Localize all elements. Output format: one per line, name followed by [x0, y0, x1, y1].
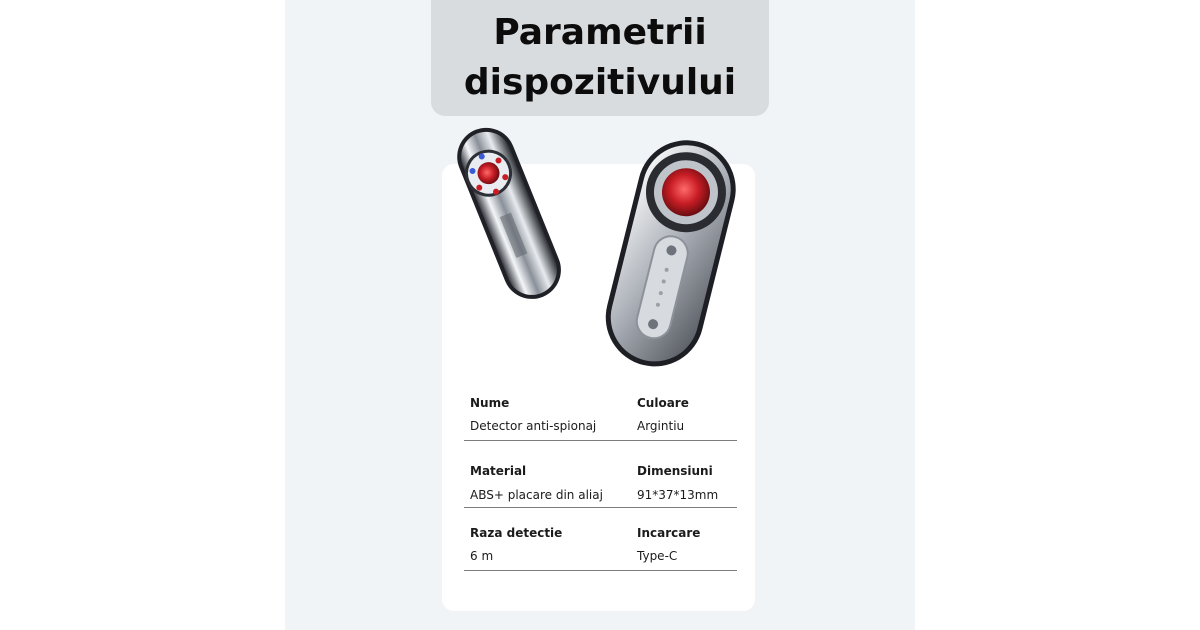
divider — [464, 570, 737, 571]
detector-front-view — [595, 130, 746, 377]
spec-label-culoare: Culoare — [637, 396, 689, 410]
spec-value-material: ABS+ placare din aliaj — [470, 488, 603, 502]
spec-label-dimensiuni: Dimensiuni — [637, 464, 713, 478]
spec-label-material: Material — [470, 464, 527, 478]
spec-label-raza-detectie: Raza detectie — [470, 526, 563, 540]
spec-value-raza-detectie: 6 m — [470, 549, 494, 563]
divider — [464, 507, 737, 508]
spec-value-incarcare: Type-C — [637, 549, 678, 563]
product-image — [455, 118, 755, 378]
title-banner — [431, 0, 769, 116]
spec-label-nume: Nume — [470, 396, 510, 410]
spec-value-nume: Detector anti-spionaj — [470, 419, 597, 433]
page-title: Parametrii dispozitivului — [463, 12, 737, 103]
spec-value-culoare: Argintiu — [637, 419, 685, 433]
divider — [464, 440, 737, 441]
detector-side-view — [455, 119, 570, 308]
spec-label-incarcare: Incarcare — [637, 526, 701, 540]
spec-value-dimensiuni: 91*37*13mm — [637, 488, 719, 502]
